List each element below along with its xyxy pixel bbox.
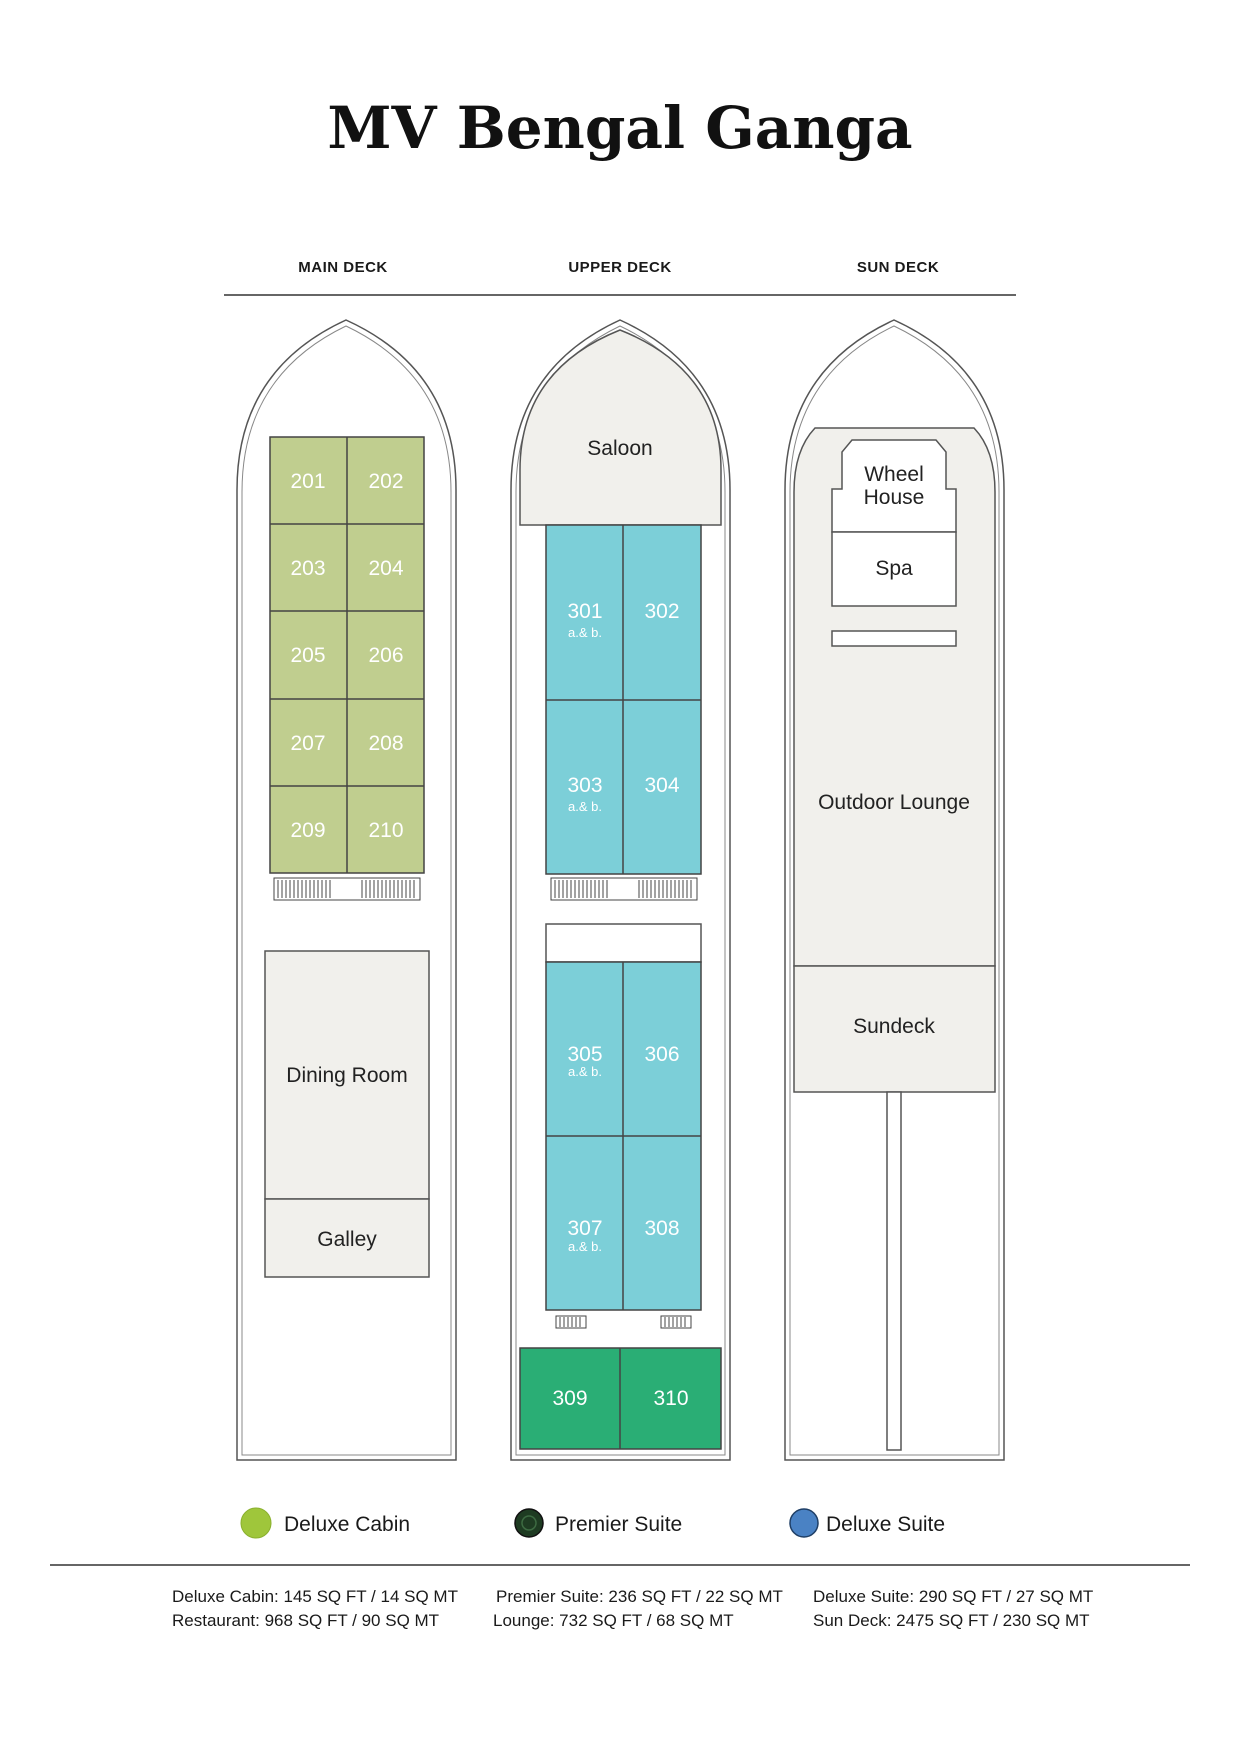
upper-deck-suites-aft bbox=[546, 962, 701, 1310]
main-deck-cabins bbox=[270, 437, 424, 873]
cabin-number: 210 bbox=[368, 819, 404, 842]
cabin-number: 307 bbox=[567, 1217, 603, 1240]
cabin-number: 304 bbox=[644, 774, 680, 797]
cabin-number: 207 bbox=[290, 732, 326, 755]
page-title: MV Bengal Ganga bbox=[327, 94, 913, 162]
premier-suite-swatch bbox=[515, 1509, 543, 1537]
spa-label: Spa bbox=[875, 557, 913, 580]
cabin-number: 204 bbox=[368, 557, 404, 580]
area-restaurant: Restaurant: 968 SQ FT / 90 SQ MT bbox=[172, 1611, 440, 1630]
cabin-309[interactable] bbox=[552, 1387, 587, 1410]
sun-deck-heading: SUN DECK bbox=[856, 259, 940, 276]
legend-deluxe-cabin-label: Deluxe Cabin bbox=[284, 1513, 411, 1536]
area-footnotes bbox=[172, 1587, 1093, 1630]
upper-deck-heading: UPPER DECK bbox=[568, 259, 672, 276]
cabin-suffix: a.& b. bbox=[568, 799, 602, 814]
cabin-number: 202 bbox=[368, 470, 404, 493]
upper-deck-stairs bbox=[551, 878, 697, 900]
cabin-number: 306 bbox=[644, 1043, 680, 1066]
cabin-number: 302 bbox=[644, 600, 680, 623]
cabin-201[interactable] bbox=[290, 470, 325, 493]
dining-room-label: Dining Room bbox=[286, 1064, 408, 1087]
cabin-305[interactable] bbox=[567, 1043, 602, 1079]
cabin-209[interactable] bbox=[290, 819, 325, 842]
wheel-house-label-line1: Wheel bbox=[864, 463, 924, 486]
cabin-302[interactable] bbox=[644, 600, 679, 623]
walkway bbox=[887, 1092, 901, 1450]
legend bbox=[241, 1508, 945, 1538]
cabin-number: 305 bbox=[567, 1043, 603, 1066]
main-deck-stairs bbox=[274, 878, 420, 900]
sundeck-label: Sundeck bbox=[853, 1015, 935, 1038]
area-deluxe-cabin: Deluxe Cabin: 145 SQ FT / 14 SQ MT bbox=[172, 1587, 458, 1606]
cabin-205[interactable] bbox=[290, 644, 325, 667]
cabin-208[interactable] bbox=[368, 732, 403, 755]
cabin-number: 205 bbox=[290, 644, 326, 667]
wheel-house-label-line2: House bbox=[863, 486, 925, 509]
cabin-number: 310 bbox=[653, 1387, 689, 1410]
cabin-number: 308 bbox=[644, 1217, 680, 1240]
cabin-number: 303 bbox=[567, 774, 603, 797]
cabin-number: 201 bbox=[290, 470, 326, 493]
legend-premier-suite-label: Premier Suite bbox=[555, 1513, 683, 1536]
cabin-303[interactable] bbox=[567, 774, 602, 814]
cabin-number: 309 bbox=[552, 1387, 588, 1410]
deluxe-cabin-swatch bbox=[241, 1508, 271, 1538]
cabin-210[interactable] bbox=[368, 819, 403, 842]
cabin-suffix: a.& b. bbox=[568, 1064, 602, 1079]
saloon[interactable] bbox=[520, 330, 721, 525]
upper-deck-corridor bbox=[546, 924, 701, 962]
upper-deck-premier-suites bbox=[520, 1348, 721, 1449]
main-deck bbox=[237, 320, 456, 1460]
bench bbox=[832, 631, 956, 646]
cabin-304[interactable] bbox=[644, 774, 679, 797]
cabin-number: 206 bbox=[368, 644, 404, 667]
cabin-306[interactable] bbox=[644, 1043, 679, 1066]
legend-deluxe-cabin bbox=[241, 1508, 410, 1538]
upper-deck bbox=[511, 320, 730, 1460]
cabin-suffix: a.& b. bbox=[568, 625, 602, 640]
sun-deck bbox=[785, 320, 1004, 1460]
cabin-307[interactable] bbox=[567, 1217, 602, 1254]
cabin-310[interactable] bbox=[653, 1387, 688, 1410]
cabin-207[interactable] bbox=[290, 732, 325, 755]
cabin-203[interactable] bbox=[290, 557, 325, 580]
cabin-308[interactable] bbox=[644, 1217, 679, 1240]
legend-deluxe-suite-label: Deluxe Suite bbox=[826, 1513, 946, 1536]
area-lounge: Lounge: 732 SQ FT / 68 SQ MT bbox=[493, 1611, 734, 1630]
galley-label: Galley bbox=[317, 1228, 377, 1251]
cabin-number: 301 bbox=[567, 600, 603, 623]
upper-deck-suites-forward bbox=[546, 525, 701, 874]
outdoor-lounge-label: Outdoor Lounge bbox=[818, 791, 970, 814]
cabin-301[interactable] bbox=[567, 600, 602, 640]
cabin-204[interactable] bbox=[368, 557, 403, 580]
cabin-suffix: a.& b. bbox=[568, 1239, 602, 1254]
area-deluxe-suite: Deluxe Suite: 290 SQ FT / 27 SQ MT bbox=[813, 1587, 1094, 1606]
cabin-number: 208 bbox=[368, 732, 404, 755]
cabin-206[interactable] bbox=[368, 644, 403, 667]
deluxe-suite-swatch bbox=[790, 1509, 818, 1537]
cabin-number: 203 bbox=[290, 557, 326, 580]
legend-deluxe-suite bbox=[790, 1509, 945, 1537]
area-premier-suite: Premier Suite: 236 SQ FT / 22 SQ MT bbox=[496, 1587, 783, 1606]
area-sun-deck: Sun Deck: 2475 SQ FT / 230 SQ MT bbox=[813, 1611, 1090, 1630]
cabin-number: 209 bbox=[290, 819, 326, 842]
saloon-label: Saloon bbox=[587, 437, 653, 460]
main-deck-heading: MAIN DECK bbox=[298, 259, 388, 276]
cabin-202[interactable] bbox=[368, 470, 403, 493]
legend-premier-suite bbox=[515, 1509, 682, 1537]
